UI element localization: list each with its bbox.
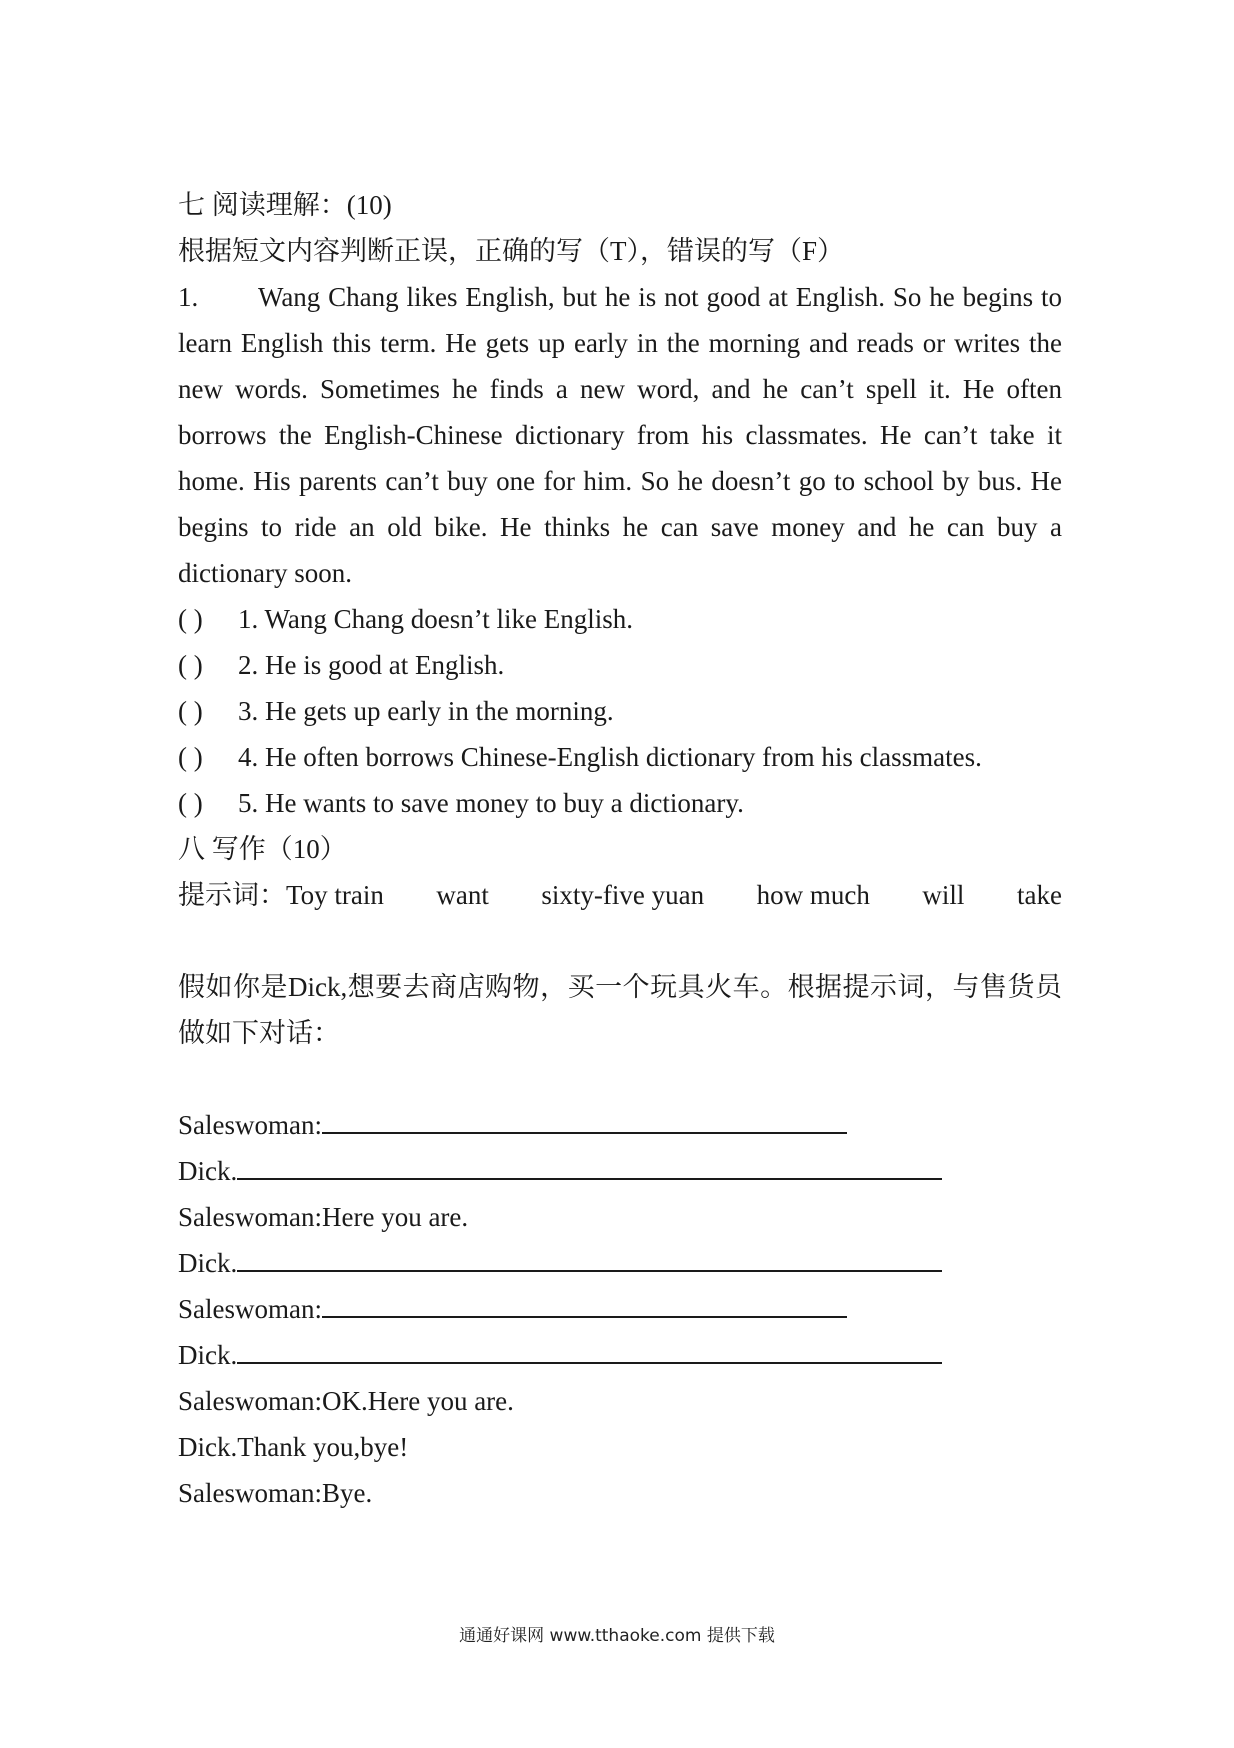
hint-label: 提示词：: [178, 880, 286, 910]
section-7-instruction: 根据短文内容判断正误，正确的写（T），错误的写（F）: [178, 236, 845, 266]
hint-word: want: [436, 880, 489, 910]
spacer: [178, 1056, 1062, 1102]
speaker: Dick.: [178, 1156, 238, 1186]
passage-text: Wang Chang likes English, but he is not good at English. So he begins to learn English this term. He gets up early in the morning and reads or writes the new words. Sometimes he finds a new word, and he can’t spell it. He often borrows the English-Chinese dictionary from his classmates. He can’t take it home. His parents can’t buy one for him. So he doesn’t go to school by bus. He begins to ride an old bike. He thinks he can save money and he can buy a dictionary soon.: [178, 282, 1062, 588]
hint-word: will: [922, 880, 965, 910]
question-item: [178, 642, 1062, 688]
answer-paren[interactable]: ( ): [178, 696, 203, 726]
answer-paren[interactable]: ( ): [178, 604, 203, 634]
question-list: [178, 596, 1062, 826]
answer-paren[interactable]: ( ): [178, 650, 203, 680]
dialogue-line: [178, 1424, 1062, 1470]
dialogue-text: Thank you,bye!: [237, 1432, 409, 1462]
answer-blank[interactable]: [237, 1332, 942, 1364]
section-8-title: 八 写作（10）: [178, 834, 347, 864]
dialogue-text: Here you are.: [321, 1202, 469, 1232]
dialogue-line: [178, 1286, 1062, 1332]
question-item: [178, 780, 1062, 826]
question-item: [178, 596, 1062, 642]
worksheet-content: [178, 182, 1062, 1516]
answer-blank[interactable]: [322, 1286, 847, 1318]
dialogue-line: [178, 1470, 1062, 1516]
section-8-instruction: 假如你是Dick,想要去商店购物，买一个玩具火车。根据提示词，与售货员做如下对话：: [178, 972, 1062, 1048]
dialogue: [178, 1102, 1062, 1516]
speaker: Saleswoman:: [178, 1478, 322, 1508]
hint-word: take: [1016, 880, 1062, 910]
answer-blank[interactable]: [237, 1240, 942, 1272]
dialogue-line: [178, 1194, 1062, 1240]
page-footer: 通通好课网 www.tthaoke.com 提供下载: [459, 1626, 775, 1646]
question-item: [178, 734, 1062, 780]
reading-passage: [178, 274, 1062, 596]
question-item: [178, 688, 1062, 734]
dialogue-text: OK.Here you are.: [321, 1386, 514, 1416]
dialogue-line: [178, 1102, 1062, 1148]
question-text: 3. He gets up early in the morning.: [238, 696, 614, 726]
answer-paren[interactable]: ( ): [178, 742, 203, 772]
speaker: Saleswoman:: [178, 1202, 322, 1232]
answer-blank[interactable]: [322, 1102, 847, 1134]
speaker: Saleswoman:: [178, 1386, 322, 1416]
answer-paren[interactable]: ( ): [178, 788, 203, 818]
dialogue-line: [178, 1240, 1062, 1286]
dialogue-line: [178, 1148, 1062, 1194]
hint-word: how much: [756, 880, 870, 910]
question-text: 2. He is good at English.: [238, 650, 505, 680]
dialogue-text: Bye.: [321, 1478, 373, 1508]
question-text: 4. He often borrows Chinese-English dictionary from his classmates.: [238, 742, 982, 772]
spacer: [178, 918, 1062, 964]
question-text: 1. Wang Chang doesn’t like English.: [238, 604, 634, 634]
hint-word: Toy train: [286, 880, 384, 910]
section-7-title: 七 阅读理解：(10): [178, 190, 392, 220]
speaker: Saleswoman:: [178, 1294, 322, 1324]
speaker: Dick.: [178, 1340, 238, 1370]
question-text: 5. He wants to save money to buy a dictionary.: [238, 788, 744, 818]
passage-number: 1.: [178, 282, 199, 312]
speaker: Saleswoman:: [178, 1110, 322, 1140]
hint-words: [178, 872, 1062, 918]
speaker: Dick.: [178, 1248, 238, 1278]
dialogue-line: [178, 1332, 1062, 1378]
answer-blank[interactable]: [237, 1148, 942, 1180]
hint-word: sixty-five yuan: [541, 880, 705, 910]
speaker: Dick.: [178, 1432, 238, 1462]
dialogue-line: [178, 1378, 1062, 1424]
